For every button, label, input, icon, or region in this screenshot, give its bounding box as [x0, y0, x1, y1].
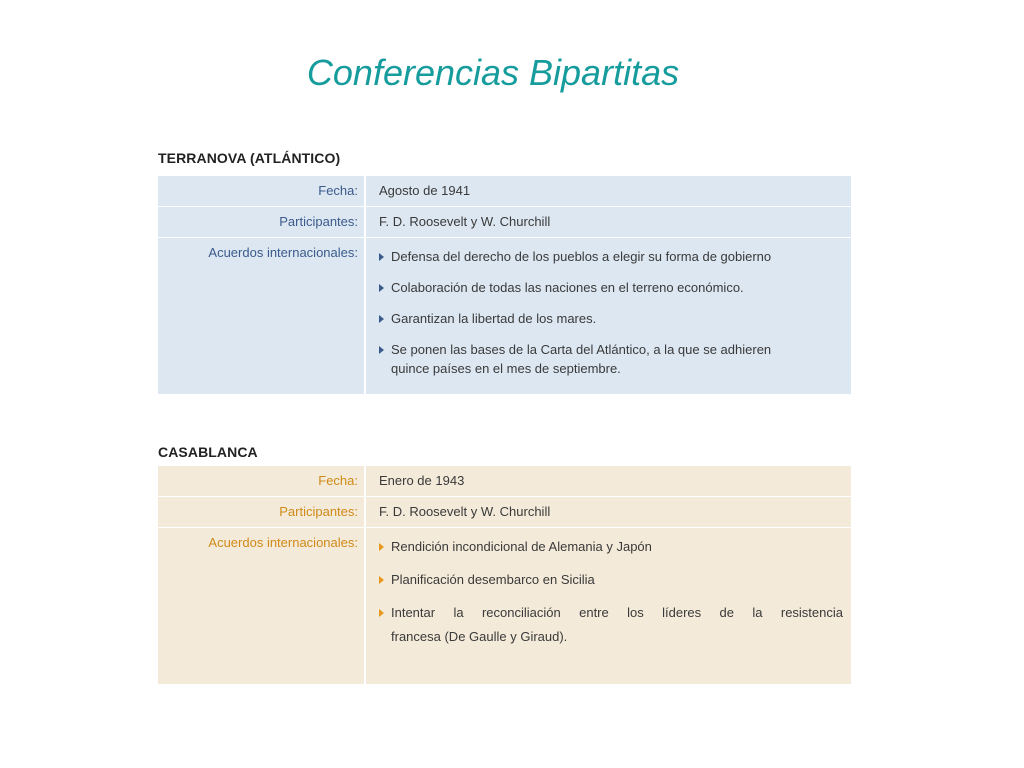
- slide-title: Conferencias Bipartitas: [306, 52, 680, 93]
- row-fecha: [158, 466, 851, 497]
- triangle-right-icon: [379, 315, 384, 323]
- row-acuerdos: [158, 238, 851, 394]
- list-item: Planificación desembarco en Sicilia: [379, 571, 851, 589]
- fecha-value: Agosto de 1941: [379, 183, 471, 198]
- row-acuerdos: [158, 528, 851, 684]
- section-heading-terranova: TERRANOVA (ATLÁNTICO): [158, 150, 341, 166]
- acuerdos-list: [366, 238, 851, 394]
- list-item: Defensa del derecho de los pueblos a elegir su forma de gobierno: [379, 248, 851, 266]
- triangle-right-icon: [379, 284, 384, 292]
- list-item: Colaboración de todas las naciones en el terreno económico.: [379, 279, 851, 297]
- triangle-right-icon: [379, 543, 384, 551]
- participantes-value: F. D. Roosevelt y W. Churchill: [379, 214, 551, 229]
- row-participantes: [158, 207, 851, 238]
- triangle-right-icon: [379, 253, 384, 261]
- list-item: Intentar la reconciliación entre los líderes de la resistencia francesa (De Gaulle y Giraud).: [379, 604, 843, 646]
- section-heading-casablanca: CASABLANCA: [158, 444, 258, 460]
- triangle-right-icon: [379, 576, 384, 584]
- participantes-label: Participantes:: [158, 207, 366, 237]
- table-terranova: [158, 176, 851, 394]
- acuerdos-label: Acuerdos internacionales:: [158, 528, 366, 684]
- row-fecha: [158, 176, 851, 207]
- list-item: Rendición incondicional de Alemania y Japón: [379, 538, 851, 556]
- triangle-right-icon: [379, 609, 384, 617]
- acuerdos-label: Acuerdos internacionales:: [158, 238, 366, 394]
- triangle-right-icon: [379, 346, 384, 354]
- fecha-label: Fecha:: [158, 176, 366, 206]
- list-item: Garantizan la libertad de los mares.: [379, 310, 851, 328]
- acuerdos-list: [366, 528, 851, 684]
- row-participantes: [158, 497, 851, 528]
- participantes-value: F. D. Roosevelt y W. Churchill: [379, 504, 551, 519]
- fecha-value: Enero de 1943: [379, 473, 465, 488]
- list-item: Se ponen las bases de la Carta del Atlántico, a la que se adhieren quince países en el mes de septiembre.: [379, 341, 851, 378]
- fecha-label: Fecha:: [158, 466, 366, 496]
- participantes-label: Participantes:: [158, 497, 366, 527]
- table-casablanca: [158, 466, 851, 684]
